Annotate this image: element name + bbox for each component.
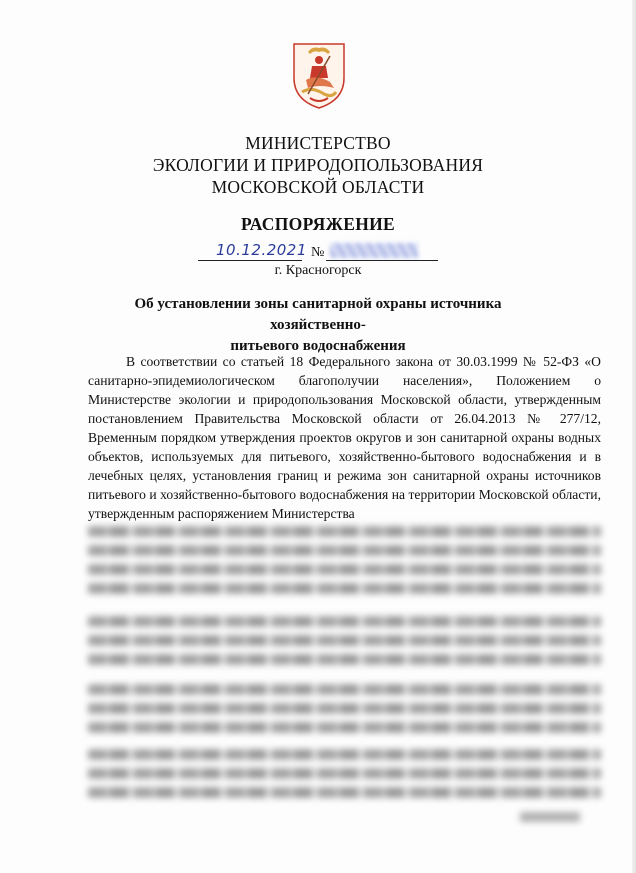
subject-line-2: питьевого водоснабжения [230,338,406,354]
number-sign: № [311,245,325,260]
redacted-text-block [88,680,601,737]
coat-of-arms-icon [290,38,348,110]
document-date: 10.12.2021 [216,241,307,259]
number-underline [326,260,438,261]
date-underline [198,260,302,261]
redacted-text-tail [520,812,580,822]
redacted-text-block [88,745,601,802]
body-paragraph: В соответствии со статьей 18 Федерального закона от 30.03.1999 № 52-ФЗ «О санитарно-эпидемиологическом благополучии населения», Положением о Министерстве экологии и природопользования Московской области, утвержденным постановлением Правительства Московской области от 26.04.2013 № 277/12, Временным порядком утверждения проектов округов и зон санитарной охраны водных объектов, используемых для питьевого, хозяйственно-бытового водоснабжения и в лечебных целях, установления границ и режима зон санитарной охраны источников питьевого и хозяйственно-бытового водоснабжения на территории Московской области, утвержденным распоряжением Министерства [88,354,601,521]
redacted-text-block [88,522,601,598]
document-subject [88,294,548,357]
date-number-line [198,243,438,263]
document-type: РАСПОРЯЖЕНИЕ [240,214,395,234]
redacted-number [330,243,418,258]
ministry-line-1: МИНИСТЕРСТВО [245,133,391,153]
page-edge [632,0,636,873]
ministry-name [0,132,636,198]
ministry-line-2: ЭКОЛОГИИ И ПРИРОДОПОЛЬЗОВАНИЯ [152,155,484,175]
redacted-text-block [88,612,601,669]
city: г. Красногорск [274,263,362,278]
subject-line-1: Об установлении зоны санитарной охраны источника хозяйственно- [134,296,502,333]
ministry-line-3: МОСКОВСКОЙ ОБЛАСТИ [211,177,425,197]
